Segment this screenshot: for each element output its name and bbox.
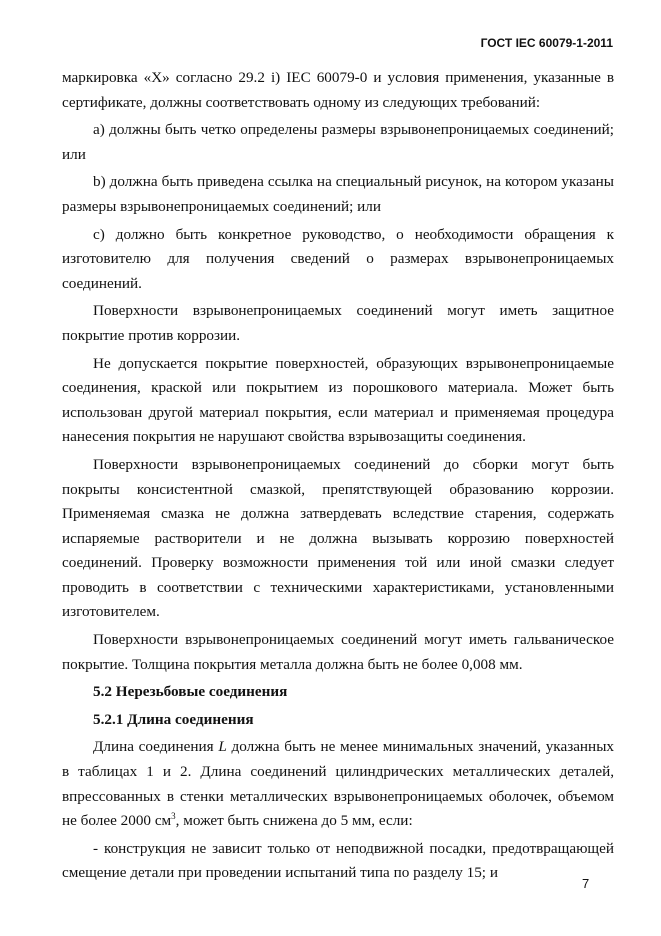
list-item-a: a) должны быть четко определены размеры взрывонепроницаемых соединений; или bbox=[62, 121, 614, 163]
paragraph-intro: маркировка «X» согласно 29.2 i) IEC 60079-0 и условия применения, указанные в сертификате, должны соответствовать одному из следующих требований: bbox=[62, 69, 614, 111]
joint-length-text-2: должна быть не менее минимальных значений, указанных в таблицах 1 и 2. Длина соединений цилиндрических металлических деталей, впрессованных в стенки металлических взрывонепроницаемых оболочек, объемом не более 2000 см bbox=[62, 738, 614, 830]
page-number: 7 bbox=[582, 876, 590, 891]
list-item-b: b) должна быть приведена ссылка на специальный рисунок, на котором указаны размеры взрывонепроницаемых соединений; или bbox=[62, 173, 614, 215]
page-body bbox=[62, 66, 614, 886]
paragraph-paint-prohibition: Не допускается покрытие поверхностей, образующих взрывонепроницаемые соединения, краской или покрытием из порошкового материала. Может быть использован другой материал покрытия, если материал и применяемая процедура нанесения покрытия не нарушают свойства взрывозащиты соединения. bbox=[62, 354, 614, 446]
section-heading: 5.2 Нерезьбовые соединения bbox=[93, 683, 288, 701]
joint-length-text-3: , может быть снижена до 5 мм, если: bbox=[175, 812, 413, 830]
joint-length-variable: L bbox=[218, 738, 227, 756]
list-item-dash: - конструкция не зависит только от неподвижной посадки, предотвращающей смещение детали при проведении испытаний типа по разделу 15; и bbox=[62, 839, 614, 882]
paragraph-protective-coating: Поверхности взрывонепроницаемых соединений могут иметь защитное покрытие против коррозии. bbox=[62, 302, 614, 344]
paragraph-galvanic-coating: Поверхности взрывонепроницаемых соединений могут иметь гальваническое покрытие. Толщина покрытия металла должна быть не более 0,008 мм. bbox=[62, 631, 614, 673]
paragraph-grease: Поверхности взрывонепроницаемых соединений до сборки могут быть покрыты консистентной смазкой, препятствующей образованию коррозии. Применяемая смазка не должна затвердевать вследствие старения, содержать испаряемые растворители и не должна вызывать коррозию поверхностей соединений. Проверку возможности применения той или иной смазки следует проводить в соответствии с техническими характеристиками, установленными изготовителем. bbox=[62, 455, 614, 621]
joint-length-text-1: Длина соединения bbox=[93, 738, 219, 756]
standard-code-header: ГОСТ IEC 60079-1-2011 bbox=[480, 36, 613, 50]
list-item-c: c) должно быть конкретное руководство, о необходимости обращения к изготовителю для получения сведений о размерах взрывонепроницаемых соединений. bbox=[62, 225, 614, 292]
paragraph-joint-length bbox=[62, 735, 614, 833]
cubic-superscript: 3 bbox=[171, 811, 176, 822]
subsection-heading: 5.2.1 Длина соединения bbox=[93, 710, 254, 728]
